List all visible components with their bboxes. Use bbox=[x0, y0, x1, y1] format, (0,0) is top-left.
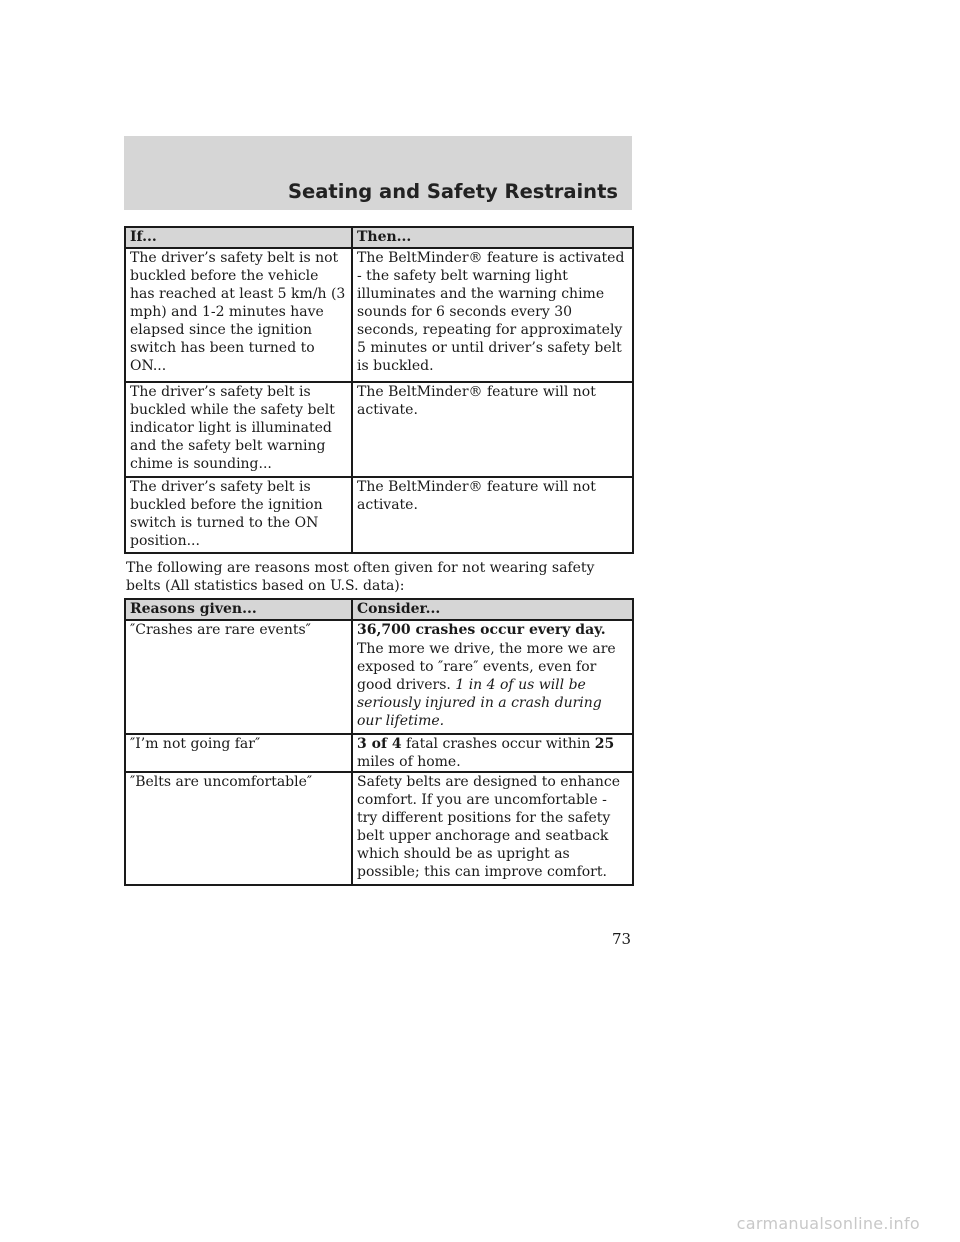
intro-paragraph: The following are reasons most often given for not wearing safety belts (All statistics based on U.S. data): bbox=[126, 560, 595, 594]
consider-emphasis: 1 in 4 of us will be seriously injured in a crash during our lifetime. bbox=[357, 677, 602, 729]
table-row bbox=[125, 772, 633, 885]
consider-cell: Safety belts are designed to enhance comfort. If you are uncomfortable - try different positions for the safety belt upper anchorage and seatback which should be as upright as possible; this can improve comfort. bbox=[352, 772, 633, 885]
table-row bbox=[125, 248, 633, 382]
table-row bbox=[125, 734, 633, 772]
consider-text: The more we drive, the more we are exposed to ″rare″ events, even for good drivers. bbox=[357, 641, 616, 693]
result-cell bbox=[352, 248, 633, 382]
table-row bbox=[125, 620, 633, 734]
table-row bbox=[125, 382, 633, 477]
section-title: Seating and Safety Restraints bbox=[287, 180, 618, 203]
result-text-end: feature will not activate. bbox=[357, 384, 596, 418]
result-text-start: The BeltMinder bbox=[357, 250, 469, 266]
reason-cell: ″I’m not going far″ bbox=[125, 734, 352, 772]
registered-mark: ® bbox=[468, 384, 483, 400]
result-cell bbox=[352, 477, 633, 553]
column-header-if: If... bbox=[125, 227, 352, 248]
result-text-start: The BeltMinder bbox=[357, 384, 469, 400]
result-text-end: feature will not activate. bbox=[357, 479, 596, 513]
table-header-row bbox=[125, 599, 633, 620]
beltminder-table bbox=[124, 226, 634, 554]
table-header-row bbox=[125, 227, 633, 248]
reason-cell: ″Crashes are rare events″ bbox=[125, 620, 352, 734]
column-header-then: Then... bbox=[352, 227, 633, 248]
consider-cell bbox=[352, 734, 633, 772]
column-header-consider: Consider... bbox=[352, 599, 633, 620]
registered-mark: ® bbox=[468, 479, 483, 495]
condition-cell: The driver’s safety belt is buckled while the safety belt indicator light is illuminated and the safety belt warning chime is sounding... bbox=[125, 382, 352, 477]
result-text-end: feature is activated - the safety belt warning light illuminates and the warning chime sounds for 6 seconds every 30 seconds, repeating for approximately 5 minutes or until driver’s safety belt is buckled. bbox=[357, 250, 625, 374]
condition-cell: The driver’s safety belt is not buckled before the vehicle has reached at least 5 km/h (3 mph) and 1-2 minutes have elapsed since the ignition switch has been turned to ON... bbox=[125, 248, 352, 382]
section-header-band bbox=[124, 136, 632, 210]
reasons-table bbox=[124, 598, 634, 886]
registered-mark: ® bbox=[468, 250, 483, 266]
page-number: 73 bbox=[612, 930, 632, 948]
statistic-bold: 25 bbox=[594, 736, 615, 752]
statistic-headline: 36,700 crashes occur every day. bbox=[357, 622, 606, 638]
statistic-bold: 3 of 4 bbox=[357, 736, 402, 752]
consider-text: fatal crashes occur within bbox=[406, 736, 591, 752]
watermark: carmanualsonline.info bbox=[736, 1214, 920, 1233]
consider-cell bbox=[352, 620, 633, 734]
reason-cell: ″Belts are uncomfortable″ bbox=[125, 772, 352, 885]
column-header-reasons: Reasons given... bbox=[125, 599, 352, 620]
result-text-start: The BeltMinder bbox=[357, 479, 469, 495]
result-cell bbox=[352, 382, 633, 477]
table-row bbox=[125, 477, 633, 553]
consider-text: miles of home. bbox=[357, 754, 461, 770]
condition-cell: The driver’s safety belt is buckled before the ignition switch is turned to the ON position... bbox=[125, 477, 352, 553]
